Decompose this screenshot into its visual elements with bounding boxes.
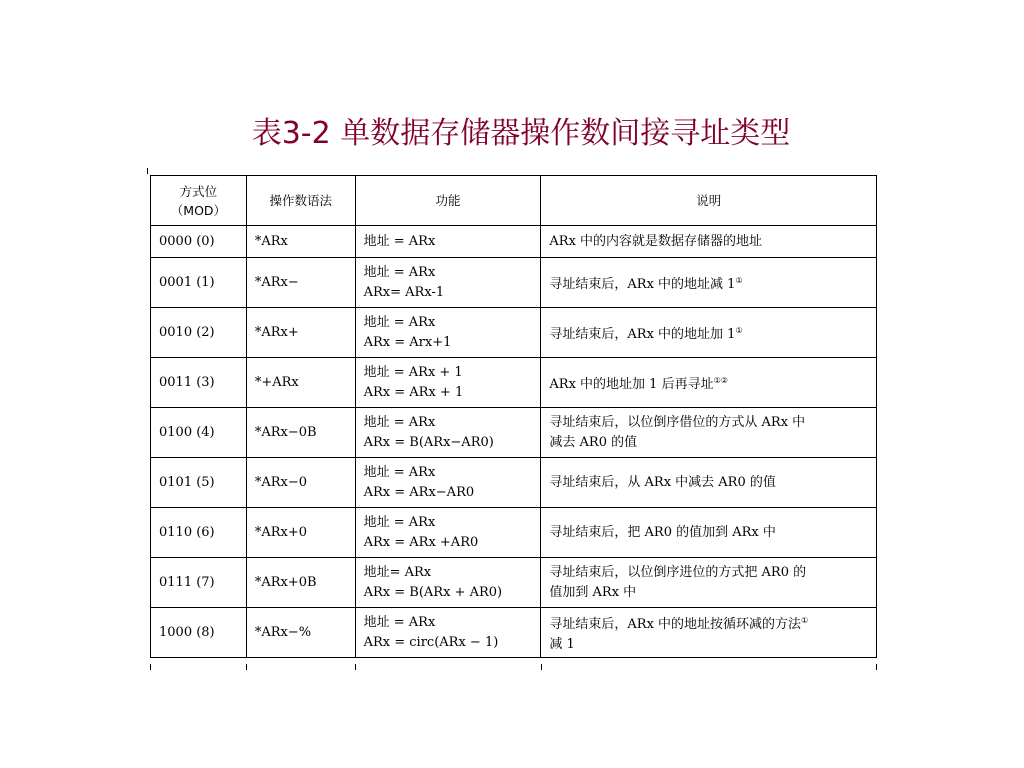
cell-mod: 1000 (8) — [151, 608, 247, 658]
table-row — [151, 408, 877, 458]
description-text: 减 1 — [549, 636, 575, 652]
cell-description — [541, 458, 877, 508]
header-function: 功能 — [355, 176, 541, 226]
function-line: 地址 = ARx — [363, 514, 436, 530]
description-text: 值加到 ARx 中 — [549, 584, 637, 600]
cell-function — [355, 458, 541, 508]
function-line: ARx = ARx +AR0 — [363, 534, 479, 550]
cell-mod: 0010 (2) — [151, 308, 247, 358]
table-row — [151, 226, 877, 258]
table-row — [151, 308, 877, 358]
table-row — [151, 258, 877, 308]
description-line — [549, 473, 868, 493]
description-line — [549, 413, 868, 433]
cell-function — [355, 308, 541, 358]
description-text: 寻址结束后，ARx 中的地址加 1 — [549, 326, 736, 342]
cell-mod: 0111 (7) — [151, 558, 247, 608]
description-line — [549, 635, 868, 655]
cell-function — [355, 258, 541, 308]
addressing-mode-table — [150, 175, 877, 658]
cell-function — [355, 408, 541, 458]
description-line — [549, 321, 868, 345]
header-mod-line1: 方式位 — [179, 183, 218, 199]
cell-mod: 0011 (3) — [151, 358, 247, 408]
cell-description — [541, 358, 877, 408]
cell-description — [541, 508, 877, 558]
function-line: ARx = ARx−AR0 — [363, 484, 475, 500]
footnote-marker: ①② — [713, 375, 728, 385]
description-line — [549, 583, 868, 603]
cell-syntax: *+ARx — [246, 358, 355, 408]
description-text: 寻址结束后，以位倒序借位的方式从 ARx 中 — [549, 414, 806, 430]
description-text: 减去 AR0 的值 — [549, 434, 638, 450]
cell-description — [541, 608, 877, 658]
description-text: 寻址结束后，把 AR0 的值加到 ARx 中 — [549, 524, 776, 540]
cell-syntax: *ARx — [246, 226, 355, 258]
table-row — [151, 608, 877, 658]
cell-syntax: *ARx−% — [246, 608, 355, 658]
description-text: ARx 中的内容就是数据存储器的地址 — [549, 233, 763, 249]
footnote-marker: ① — [801, 615, 809, 625]
cell-function — [355, 508, 541, 558]
description-text: 寻址结束后，ARx 中的地址减 1 — [549, 276, 736, 292]
footnote-marker: ① — [735, 275, 743, 285]
description-text: 寻址结束后，从 ARx 中减去 AR0 的值 — [549, 474, 776, 490]
cell-syntax: *ARx−0B — [246, 408, 355, 458]
description-line — [549, 371, 868, 395]
function-line: 地址= ARx — [363, 564, 432, 580]
table-bottom-edge — [150, 664, 877, 670]
description-line — [549, 232, 868, 252]
cell-description — [541, 408, 877, 458]
function-line: 地址 = ARx — [363, 233, 436, 249]
description-line — [549, 563, 868, 583]
function-line: ARx = B(ARx−AR0) — [363, 434, 494, 450]
cell-function — [355, 226, 541, 258]
function-line: ARx = ARx + 1 — [363, 384, 464, 400]
table-row — [151, 358, 877, 408]
description-line — [549, 523, 868, 543]
function-line: 地址 = ARx — [363, 264, 436, 280]
cell-function — [355, 558, 541, 608]
function-line: 地址 = ARx — [363, 314, 436, 330]
description-line — [549, 433, 868, 453]
header-mod — [151, 176, 247, 226]
cell-function — [355, 608, 541, 658]
table-corner-tick — [147, 168, 148, 174]
header-syntax: 操作数语法 — [246, 176, 355, 226]
table-body — [151, 226, 877, 658]
description-text: ARx 中的地址加 1 后再寻址 — [549, 376, 714, 392]
table-header-row — [151, 176, 877, 226]
cell-syntax: *ARx− — [246, 258, 355, 308]
function-line: ARx = Arx+1 — [363, 334, 452, 350]
cell-mod: 0001 (1) — [151, 258, 247, 308]
description-text: 寻址结束后，以位倒序进位的方式把 AR0 的 — [549, 564, 807, 580]
footnote-marker: ① — [735, 325, 743, 335]
function-line: 地址 = ARx + 1 — [363, 364, 463, 380]
slide-title: 表3-2 单数据存储器操作数间接寻址类型 — [251, 116, 791, 151]
function-line: ARx = B(ARx + AR0) — [363, 584, 503, 600]
function-line: 地址 = ARx — [363, 414, 436, 430]
description-text: 寻址结束后，ARx 中的地址按循环减的方法 — [549, 616, 802, 632]
function-line: ARx = circ(ARx − 1) — [363, 634, 499, 650]
cell-syntax: *ARx+0B — [246, 558, 355, 608]
table-row — [151, 508, 877, 558]
cell-description — [541, 258, 877, 308]
cell-syntax: *ARx+0 — [246, 508, 355, 558]
header-mod-line2: （MOD） — [170, 202, 227, 218]
header-description: 说明 — [541, 176, 877, 226]
table-row — [151, 558, 877, 608]
function-line: 地址 = ARx — [363, 614, 436, 630]
cell-mod: 0110 (6) — [151, 508, 247, 558]
cell-mod: 0100 (4) — [151, 408, 247, 458]
cell-description — [541, 558, 877, 608]
function-line: 地址 = ARx — [363, 464, 436, 480]
cell-syntax: *ARx+ — [246, 308, 355, 358]
cell-description — [541, 308, 877, 358]
cell-mod: 0101 (5) — [151, 458, 247, 508]
cell-mod: 0000 (0) — [151, 226, 247, 258]
table-row — [151, 458, 877, 508]
cell-function — [355, 358, 541, 408]
cell-description — [541, 226, 877, 258]
description-line — [549, 271, 868, 295]
function-line: ARx= ARx-1 — [363, 284, 445, 300]
cell-syntax: *ARx−0 — [246, 458, 355, 508]
description-line — [549, 611, 868, 635]
